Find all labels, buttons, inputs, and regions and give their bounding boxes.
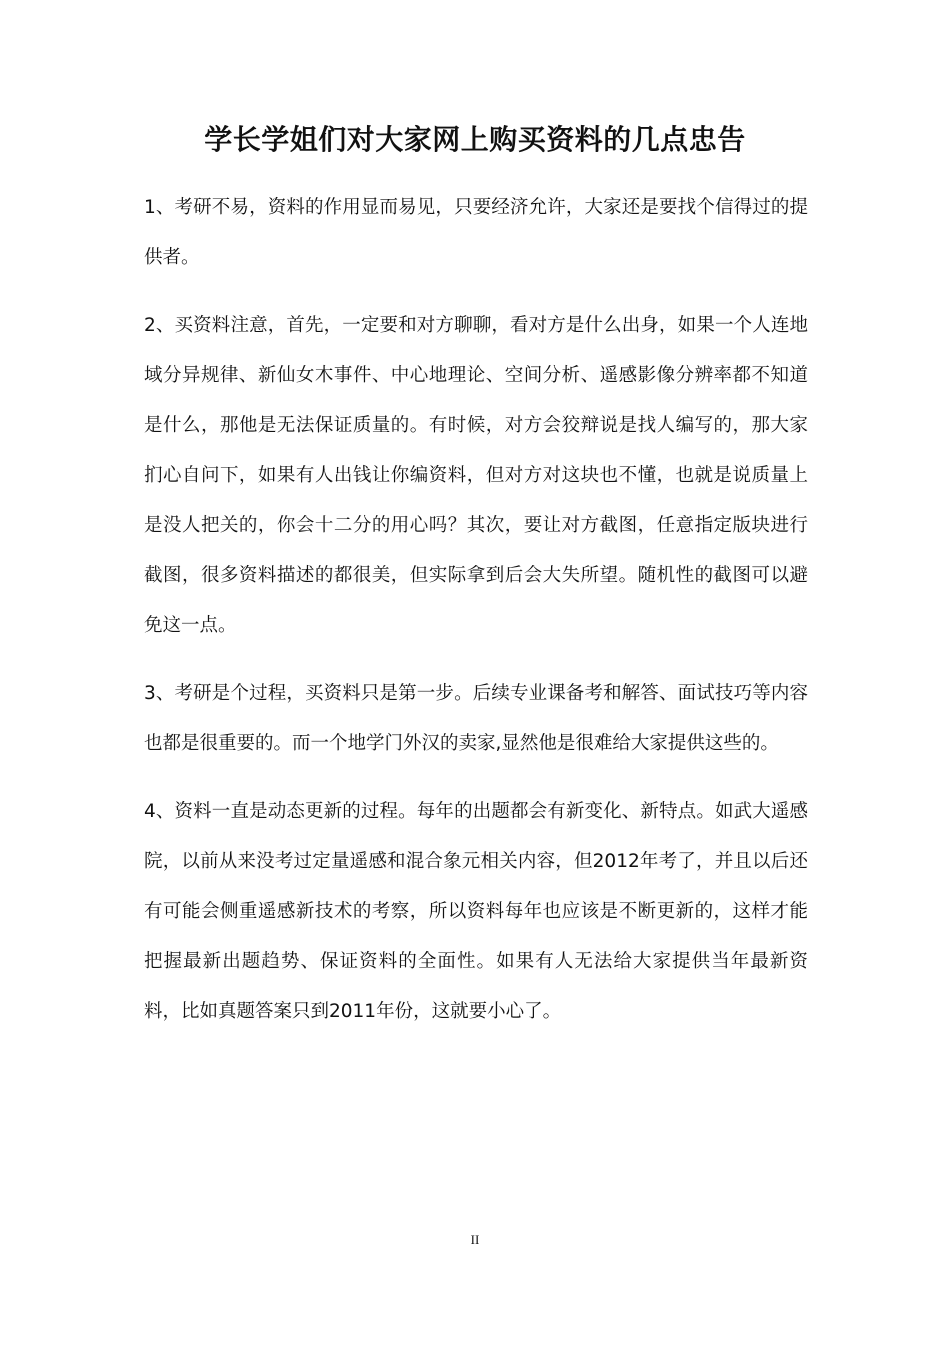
paragraph-4: 4、资料一直是动态更新的过程。每年的出题都会有新变化、新特点。如武大遥感院，以前从来没考过定量遥感和混合象元相关内容，但2012年考了，并且以后还有可能会侧重遥感新技术的考察，所以资料每年也应该是不断更新的，这样才能把握最新出题趋势、保证资料的全面性。如果有人无法给大家提供当年最新资料，比如真题答案只到2011年份，这就要小心了。 [144,801,808,1022]
paragraph-2: 2、买资料注意，首先，一定要和对方聊聊，看对方是什么出身，如果一个人连地域分异规律、新仙女木事件、中心地理论、空间分析、遥感影像分辨率都不知道是什么，那他是无法保证质量的。有时候，对方会狡辩说是找人编写的，那大家扪心自问下，如果有人出钱让你编资料，但对方对这块也不懂，也就是说质量上是没人把关的，你会十二分的用心吗？其次，要让对方截图，任意指定版块进行截图，很多资料描述的都很美，但实际拿到后会大失所望。随机性的截图可以避免这一点。 [144,315,808,636]
paragraph-1: 1、考研不易，资料的作用显而易见，只要经济允许，大家还是要找个信得过的提供者。 [144,197,808,268]
paragraph-3: 3、考研是个过程，买资料只是第一步。后续专业课备考和解答、面试技巧等内容也都是很重要的。而一个地学门外汉的卖家,显然他是很难给大家提供这些的。 [144,683,808,754]
page-number: II [470,1232,480,1247]
document-title: 学长学姐们对大家网上购买资料的几点忠告 [204,123,746,156]
document-body [144,183,808,1055]
